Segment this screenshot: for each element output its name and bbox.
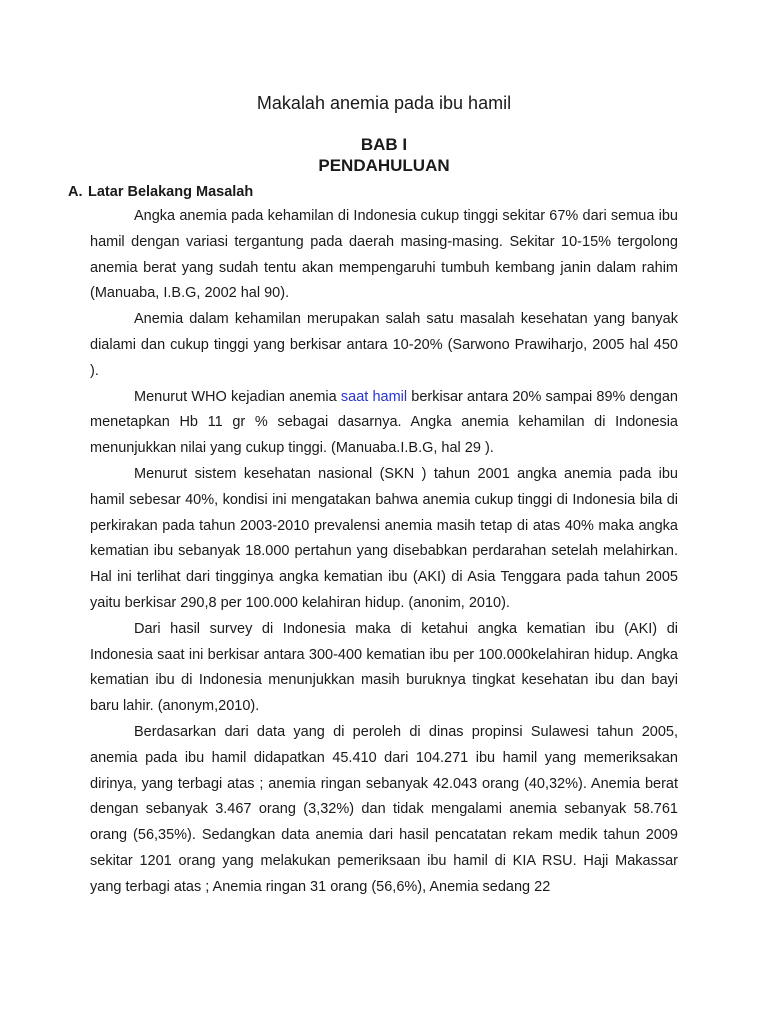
paragraph-6: Berdasarkan dari data yang di peroleh di dinas propinsi Sulawesi tahun 2005, anemia pada ibu hamil didapatkan 45.410 dari 104.271 ibu hamil yang memeriksakan dirinya, yang terbagi atas ; anemia ringan sebanyak 42.043 orang (40,32%). Anemia berat dengan sebanyak 3.467 orang (3,32%) dan tidak mengalami anemia sebanyak 58.761 orang (56,35%). Sedangkan data anemia dari hasil pencatatan rekam medik tahun 2009 sekitar 1201 orang yang melakukan pemeriksaan ibu hamil di KIA RSU. Haji Makassar yang terbagi atas ; Anemia ringan 31 orang (56,6%), Anemia sedang 22	[90, 723, 678, 895]
paragraph-5: Dari hasil survey di Indonesia maka di ketahui angka kematian ibu (AKI) di Indonesia saat ini berkisar antara 300-400 kematian ibu per 100.000kelahiran hidup. Angka kematian ibu di Indonesia menunjukkan masih buruknya tingkat kesehatan ibu dan bayi baru lahir. (anonym,2010).	[90, 620, 678, 715]
section-heading-text: Latar Belakang Masalah	[88, 184, 254, 200]
paragraph-1: Angka anemia pada kehamilan di Indonesia cukup tinggi sekitar 67% dari semua ibu hamil dengan variasi tergantung pada daerah masing-masing. Sekitar 10-15% tergolong anemia berat yang sudah tentu akan mempengaruhi tumbuh kembang janin dalam rahim (Manuaba, I.B.G, 2002 hal 90).	[90, 208, 678, 302]
paragraph-3	[90, 385, 678, 462]
paragraph-4: Menurut sistem kesehatan nasional (SKN ) tahun 2001 angka anemia pada ibu hamil sebesar 40%, kondisi ini mengatakan bahwa anemia cukup tinggi di Indonesia bila di perkirakan pada tahun 2003-2010 prevalensi anemia masih tetap di atas 40% maka angka kematian ibu sebanyak 18.000 pertahun yang disebabkan perdarahan setelah melahirkan. Hal ini terlihat dari tingginya angka kematian ibu (AKI) di Asia Tenggara pada tahun 2005 yaitu berkisar 290,8 per 100.000 kelahiran hidup. (anonim, 2010).	[90, 465, 678, 611]
section-marker: A.	[68, 184, 83, 200]
paragraph-2: Anemia dalam kehamilan merupakan salah satu masalah kesehatan yang banyak dialami dan cukup tinggi yang berkisar antara 10-20% (Sarwono Prawiharjo, 2005 hal 450 ).	[90, 311, 678, 379]
body-text	[90, 204, 678, 901]
paragraph-3-start: Menurut WHO kejadian anemia	[134, 388, 341, 405]
paragraph-3-end: berkisar antara 20% sampai 89% dengan menetapkan Hb 11 gr % sebagai dasarnya. Angka anemia kehamilan di Indonesia menunjukkan nilai yang cukup tinggi. (Manuaba.I.B.G, hal 29 ).	[90, 388, 678, 457]
section-heading	[68, 182, 253, 202]
chapter-number: BAB I	[360, 135, 408, 154]
saat-hamil-link[interactable]: saat hamil	[340, 388, 408, 405]
chapter-title: PENDAHULUAN	[318, 156, 450, 175]
document-title: Makalah anemia pada ibu hamil	[256, 93, 512, 113]
